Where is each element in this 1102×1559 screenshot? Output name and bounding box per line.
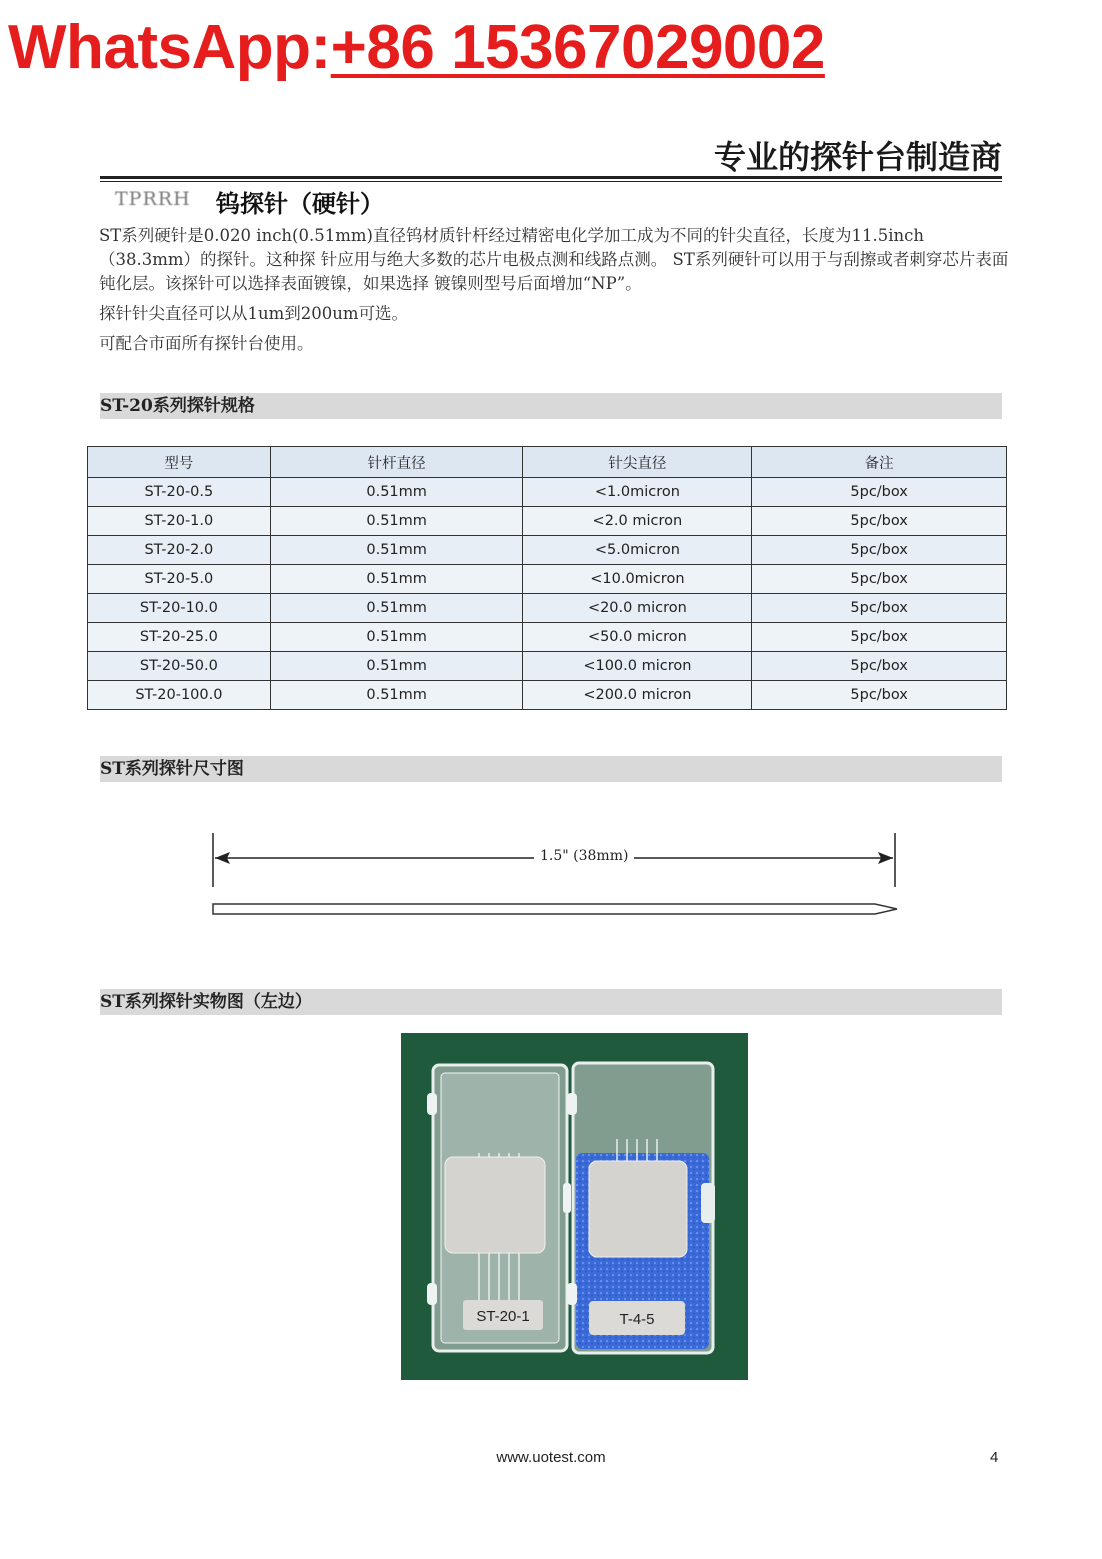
tip-range-note: 探针针尖直径可以从1um到200um可选。: [99, 304, 409, 323]
left-probe-box: [427, 1065, 571, 1351]
right-box-label: T-4-5: [619, 1311, 655, 1328]
left-box-hinge: [427, 1283, 437, 1305]
probe-dimension-drawing: [200, 825, 910, 925]
dimension-label: 1.5" (38mm): [534, 848, 634, 864]
cell-tip: <1.0micron: [523, 478, 752, 507]
cell-shaft: 0.51mm: [270, 623, 523, 652]
table-row: [88, 623, 1007, 652]
cell-model: ST-20-1.0: [88, 507, 271, 536]
probe-product-photo: [401, 1033, 748, 1380]
header-shaft-diameter: 针杆直径: [270, 447, 523, 478]
table-row: [88, 478, 1007, 507]
photo-band-title: ST系列探针实物图（左边）: [100, 989, 1002, 1015]
dimension-band-title: ST系列探针尺寸图: [100, 756, 1002, 782]
cell-shaft: 0.51mm: [270, 565, 523, 594]
left-box-hinge: [427, 1093, 437, 1115]
spec-table: [87, 446, 1007, 710]
cell-shaft: 0.51mm: [270, 681, 523, 710]
watermark-phone: +86 15367029002: [330, 13, 825, 82]
header-rule-thin: [100, 181, 1002, 182]
cell-remark: 5pc/box: [752, 623, 1007, 652]
cell-tip: <100.0 micron: [523, 652, 752, 681]
compatibility-note: 可配合市面所有探针台使用。: [99, 334, 314, 353]
right-box-hinge: [567, 1283, 577, 1305]
header-rule: [100, 176, 1002, 179]
left-box-latch: [563, 1183, 571, 1213]
watermark: [8, 8, 825, 88]
footer-url[interactable]: www.uotest.com: [496, 1449, 606, 1466]
cell-model: ST-20-100.0: [88, 681, 271, 710]
cell-model: ST-20-10.0: [88, 594, 271, 623]
cell-shaft: 0.51mm: [270, 594, 523, 623]
table-row: [88, 681, 1007, 710]
cell-remark: 5pc/box: [752, 565, 1007, 594]
watermark-prefix: WhatsApp:: [8, 13, 331, 82]
section-prefix: TPRRH: [115, 188, 191, 210]
header-model: 型号: [88, 447, 271, 478]
cell-tip: <10.0micron: [523, 565, 752, 594]
right-probe-box: [567, 1063, 715, 1353]
cell-model: ST-20-50.0: [88, 652, 271, 681]
cell-tip: <20.0 micron: [523, 594, 752, 623]
cell-shaft: 0.51mm: [270, 536, 523, 565]
cell-model: ST-20-5.0: [88, 565, 271, 594]
right-box-latch: [701, 1183, 715, 1223]
cell-remark: 5pc/box: [752, 536, 1007, 565]
table-row: [88, 652, 1007, 681]
table-row: [88, 565, 1007, 594]
cell-model: ST-20-2.0: [88, 536, 271, 565]
cell-remark: 5pc/box: [752, 507, 1007, 536]
cell-remark: 5pc/box: [752, 594, 1007, 623]
cell-tip: <50.0 micron: [523, 623, 752, 652]
header-remark: 备注: [752, 447, 1007, 478]
table-row: [88, 594, 1007, 623]
company-title: 专业的探针台制造商: [713, 138, 1002, 176]
cell-shaft: 0.51mm: [270, 507, 523, 536]
cell-shaft: 0.51mm: [270, 652, 523, 681]
cell-remark: 5pc/box: [752, 681, 1007, 710]
table-header-row: [88, 447, 1007, 478]
table-row: [88, 536, 1007, 565]
cell-model: ST-20-25.0: [88, 623, 271, 652]
cell-remark: 5pc/box: [752, 478, 1007, 507]
header-tip-diameter: 针尖直径: [523, 447, 752, 478]
cell-model: ST-20-0.5: [88, 478, 271, 507]
cell-remark: 5pc/box: [752, 652, 1007, 681]
section-title: 钨探针（硬针）: [216, 190, 384, 218]
table-row: [88, 507, 1007, 536]
cell-tip: <2.0 micron: [523, 507, 752, 536]
intro-paragraph: ST系列硬针是0.020 inch(0.51mm)直径钨材质针杆经过精密电化学加工成为不同的针尖直径，长度为11.5inch（38.3mm）的探针。这种探 针应用与绝大多数的芯片电极点测和线路点测。 ST系列硬针可以用于与刮擦或者刺穿芯片表面钝化层。该探针可以选择表面镀镍，如果选择 镀镍则型号后面增加“NP”。: [99, 226, 1009, 293]
page-number: 4: [990, 1449, 999, 1466]
probe-outline: [213, 904, 897, 914]
cell-tip: <200.0 micron: [523, 681, 752, 710]
cell-tip: <5.0micron: [523, 536, 752, 565]
right-box-hinge: [567, 1093, 577, 1115]
spec-band-title: ST-20系列探针规格: [100, 393, 1002, 419]
left-box-label: ST-20-1: [476, 1308, 530, 1325]
cell-shaft: 0.51mm: [270, 478, 523, 507]
